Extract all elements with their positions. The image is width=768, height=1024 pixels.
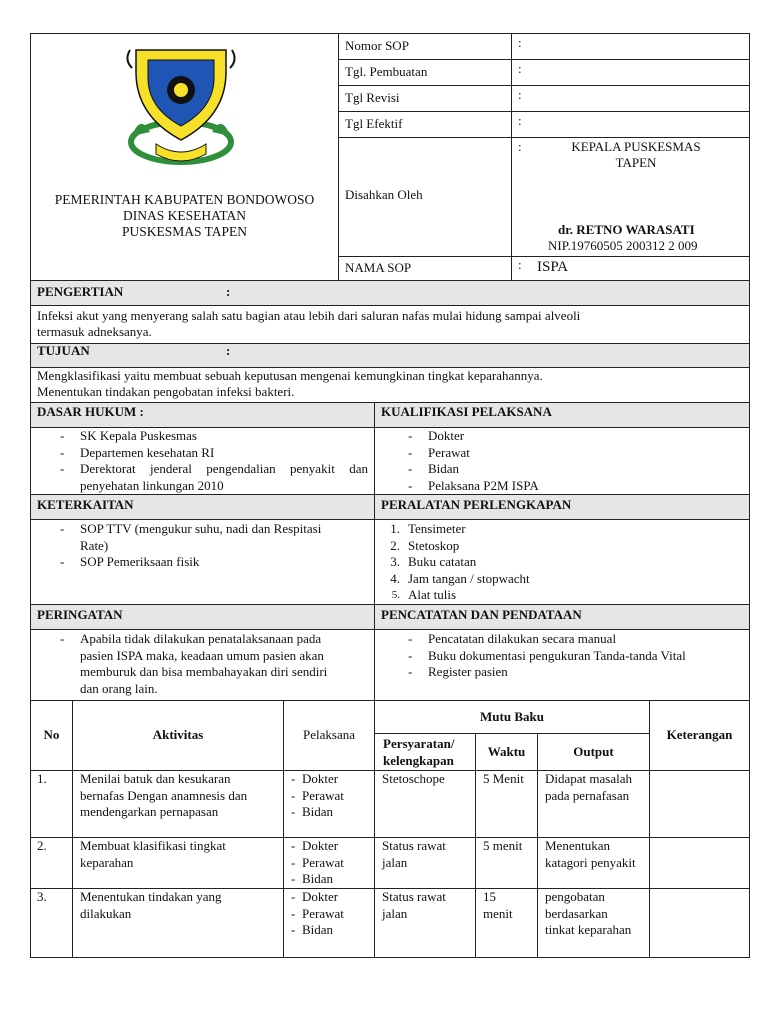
row-pelaksana-list: [290, 838, 374, 888]
approved-colon: :: [518, 139, 522, 154]
field-label-tgl-revisi: Tgl Revisi: [345, 90, 400, 105]
list-item-text: Jam tangan / stopwacht: [408, 570, 530, 586]
list-item: [380, 587, 740, 604]
list-item-text: Tensimeter: [408, 521, 466, 536]
pengertian-text-line-1: Infeksi akut yang menyerang salah satu bagian atau lebih dari saluran nafas mulai hidung sampai alveoli: [37, 308, 581, 323]
field-value-cell: [511, 59, 750, 86]
row-col-lines: [283, 837, 284, 889]
row-waktu: 5 menit: [483, 838, 523, 853]
institution-line-2: DINAS KESEHATAN: [122, 208, 247, 223]
sop-name-colon: :: [518, 257, 522, 272]
row-col-lines: [537, 888, 538, 958]
list-item: - Buku dokumentasi pengukuran Tanda-tanda Vital: [400, 648, 745, 665]
list-item: - Dokter: [400, 428, 740, 445]
field-value-cell: [511, 111, 750, 138]
approver-title-line-1: KEPALA PUSKESMAS: [571, 139, 701, 154]
list-item: [380, 538, 740, 555]
row-pelaksana-list: [290, 771, 374, 821]
row-col-lines: [649, 770, 650, 838]
row-persyaratan: Stetoschope: [382, 771, 445, 786]
row-waktu: 5 Menit: [483, 771, 524, 786]
row-col-lines: [374, 888, 375, 958]
pengertian-text-line-2: termasuk adneksanya.: [37, 324, 152, 339]
row-col-lines: [72, 770, 73, 838]
th-output: Output: [573, 744, 614, 759]
list-number: 3.: [390, 554, 400, 569]
row-col-lines: [649, 888, 650, 958]
kualifikasi-list: [400, 428, 740, 494]
row-col-lines: [374, 770, 375, 838]
th-pelaksana: Pelaksana: [303, 727, 355, 742]
list-item: - Bidan: [400, 461, 740, 478]
list-item: - Pencatatan dilakukan secara manual: [400, 631, 745, 648]
th-no: No: [43, 727, 60, 742]
list-item: - Bidan: [290, 804, 374, 821]
list-item: - Dokter: [290, 771, 374, 788]
row-col-lines: [537, 837, 538, 889]
pengertian-colon: :: [226, 284, 231, 299]
tujuan-colon: :: [226, 343, 231, 358]
row-col-lines: [475, 837, 476, 889]
list-item: - Departemen kesehatan RI: [52, 445, 368, 462]
list-item: [380, 554, 740, 571]
list-item: - Dokter: [290, 838, 374, 855]
row-col-lines: [475, 888, 476, 958]
list-item: [52, 461, 368, 494]
th-waktu: Waktu: [487, 744, 526, 759]
list-number: 4.: [390, 570, 400, 586]
field-value-tgl-pembuatan: :: [518, 61, 522, 76]
field-value-tgl-efektif: :: [518, 113, 522, 128]
th-aktivitas: Aktivitas: [152, 727, 204, 742]
row-output: pengobatan berdasarkan tinkat keparahan: [545, 889, 632, 937]
list-item: - Bidan: [290, 922, 374, 939]
field-value-cell: [511, 85, 750, 112]
field-value-cell: [511, 33, 750, 60]
row-col-lines: [72, 888, 73, 958]
row-col-lines: [649, 837, 650, 889]
institution-line-1: PEMERINTAH KABUPATEN BONDOWOSO: [54, 192, 315, 207]
peralatan-list: [380, 521, 740, 604]
list-item: - Apabila tidak dilakukan penatalaksanaan pada pasien ISPA maka, keadaan umum pasien akan memburuk dan bisa membahayakan diri sendiri dan orang lain.: [52, 631, 342, 697]
row-col-lines: [537, 770, 538, 838]
row-output: Menentukan katagori penyakit: [545, 838, 636, 870]
peringatan-label: PERINGATAN: [37, 607, 123, 622]
row-col-lines: [283, 888, 284, 958]
list-item-text: Stetoskop: [408, 537, 460, 553]
list-item: [380, 571, 740, 588]
approver-name: dr. RETNO WARASATI: [558, 222, 695, 237]
list-item: - Dokter: [290, 889, 374, 906]
list-number: 2.: [390, 537, 400, 553]
row-aktivitas: Menentukan tindakan yang dilakukan: [80, 889, 222, 921]
list-number: 1.: [390, 521, 400, 536]
tujuan-text-line-2: Menentukan tindakan pengobatan infeksi bakteri.: [37, 384, 295, 399]
row-aktivitas: Menilai batuk dan kesukaran bernafas Dengan anamnesis dan mendengarkan pernapasan: [80, 771, 248, 819]
row-waktu: 15 menit: [483, 889, 513, 921]
row-no: 2.: [37, 838, 47, 853]
sop-name-label: NAMA SOP: [345, 260, 412, 275]
tujuan-heading-row: [30, 343, 750, 368]
row-col-lines: [283, 770, 284, 838]
pencatatan-label: PENCATATAN DAN PENDATAAN: [381, 607, 582, 622]
row-persyaratan: Status rawat jalan: [382, 838, 446, 870]
row-col-lines: [374, 837, 375, 889]
row-no: 3.: [37, 889, 47, 904]
row-no: 1.: [37, 771, 47, 786]
field-value-tgl-revisi: :: [518, 87, 522, 102]
row-col-lines: [72, 837, 73, 889]
row-persyaratan: Status rawat jalan: [382, 889, 446, 921]
list-item: - Pelaksana P2M ISPA: [400, 478, 740, 495]
list-item: - Register pasien: [400, 664, 745, 681]
field-label-tgl-pembuatan: Tgl. Pembuatan: [345, 64, 428, 79]
list-item: - SOP Pemeriksaan fisik: [52, 554, 322, 571]
list-item: - Bidan: [290, 871, 374, 888]
list-item: [380, 521, 740, 538]
row-col-lines: [475, 770, 476, 838]
approver-nip: NIP.19760505 200312 2 009: [548, 238, 698, 253]
field-label-nomor-sop: Nomor SOP: [345, 38, 409, 53]
list-number: 5.: [391, 589, 400, 601]
pengertian-heading-row: [30, 280, 750, 306]
th-keterangan: Keterangan: [666, 727, 733, 742]
list-item: - Perawat: [290, 788, 374, 805]
row-aktivitas: Membuat klasifikasi tingkat keparahan: [80, 838, 226, 870]
th-persyaratan: Persyaratan/ kelengkapan: [383, 736, 455, 768]
tujuan-label: TUJUAN: [37, 343, 90, 358]
list-item-text: Buku catatan: [408, 554, 477, 569]
approved-by-label: Disahkan Oleh: [345, 187, 423, 202]
list-item-text: Alat tulis: [408, 587, 457, 602]
sop-name-value: ISPA: [537, 259, 569, 275]
pengertian-label: PENGERTIAN: [37, 284, 124, 299]
kualifikasi-label: KUALIFIKASI PELAKSANA: [381, 404, 552, 419]
regency-crest-icon: [122, 44, 240, 170]
keterkaitan-label: KETERKAITAN: [37, 497, 134, 512]
row-output: Didapat masalah pada pernafasan: [545, 771, 632, 803]
list-item-text: Derektorat jenderal pengendalian penyakit dan penyehatan linkungan 2010: [80, 461, 368, 493]
approver-title-line-2: TAPEN: [615, 155, 657, 170]
row-pelaksana-list: [290, 889, 374, 939]
field-label-tgl-efektif: Tgl Efektif: [345, 116, 403, 131]
pencatatan-list: [400, 631, 745, 681]
dasar-hukum-list: [52, 428, 368, 494]
list-item: - Perawat: [400, 445, 740, 462]
tujuan-text-line-1: Mengklasifikasi yaitu membuat sebuah keputusan mengenai kemungkinan tingkat keparahannya.: [37, 368, 543, 383]
list-item: - SK Kepala Puskesmas: [52, 428, 368, 445]
field-value-nomor-sop: :: [518, 35, 522, 50]
dasar-hukum-label: DASAR HUKUM :: [37, 404, 144, 419]
keterkaitan-list: [52, 521, 322, 571]
list-item: - SOP TTV (mengukur suhu, nadi dan Respitasi Rate): [52, 521, 322, 554]
peringatan-list: [52, 631, 342, 697]
th-mutu-baku: Mutu Baku: [480, 709, 544, 724]
peralatan-label: PERALATAN PERLENGKAPAN: [381, 497, 572, 512]
list-item: - Perawat: [290, 855, 374, 872]
list-item: - Perawat: [290, 906, 374, 923]
institution-line-3: PUSKESMAS TAPEN: [121, 224, 248, 239]
